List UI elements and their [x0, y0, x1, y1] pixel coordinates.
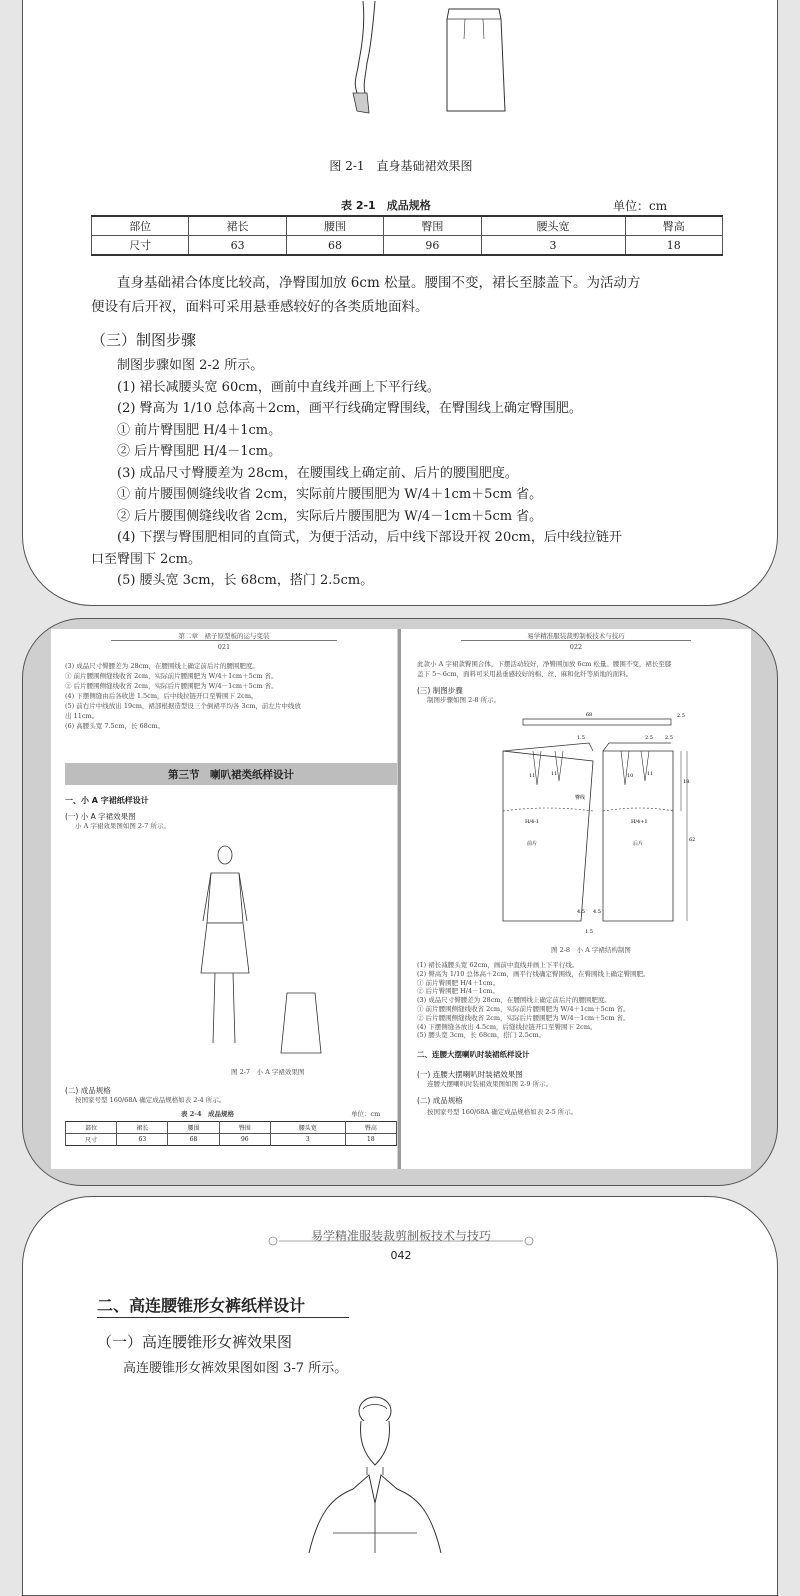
table-header-row	[66, 1122, 397, 1134]
table-cell: 68	[168, 1134, 219, 1146]
dart-4: 11	[647, 771, 654, 777]
text-line: 此款小 A 字裙款臀围合体，下摆活动较好，净臀围加放 6cm 松量。腰围不变，裙长至膝	[417, 660, 672, 668]
subsection-heading-3: (二) 成品规格	[65, 1086, 111, 1095]
page-header: 易学精准服装裁剪制板技术与技巧	[310, 1229, 491, 1243]
subsection-heading: （一）高连腰锥形女裤效果图	[97, 1333, 293, 1351]
pattern-draft-diagram	[481, 711, 701, 939]
book-spine	[398, 629, 401, 1169]
table-cell: 腰头宽	[270, 1122, 345, 1134]
text-line: 出 11cm。	[65, 712, 99, 720]
front-panel-label: 前片	[527, 841, 538, 847]
dart-3: 10	[627, 773, 634, 779]
text-line: (3) 成品尺寸臀腰差为 28cm，在腰围线上确定前后片的腰围肥度。	[417, 996, 611, 1005]
text-line: 盖下 5～6cm，面料可采用悬垂感较好的棉、丝、麻和化纤等质地的面料。	[417, 670, 633, 678]
table-row	[66, 1134, 397, 1146]
page-number: 021	[217, 643, 231, 651]
side-line-label: 臀线	[575, 795, 586, 801]
a-line-skirt-figure	[191, 843, 331, 1063]
text-line: (6) 高腰头宽 7.5cm，长 68cm。	[65, 722, 165, 730]
page-header: 第二章 裙子原型板的运与变装	[178, 632, 270, 640]
table-cell: 尺寸	[66, 1134, 117, 1146]
spec-table-small	[65, 1121, 397, 1146]
page-panel-bottom	[22, 1196, 778, 1596]
hem-left: 4.5	[577, 909, 585, 915]
back-panel-label: 后片	[633, 841, 644, 847]
figure-caption: 图 2-8 小 A 字裙结构制图	[551, 946, 631, 954]
table-cell: 63	[117, 1134, 168, 1146]
spec-table	[91, 215, 723, 256]
table-row	[92, 236, 723, 256]
dim-waist-length: 68	[585, 712, 593, 718]
front-hip-label: H/4-1	[525, 819, 540, 825]
table-title: 表 2-1 成品规格	[341, 199, 431, 212]
table-cell: 3	[270, 1134, 345, 1146]
dart-2: 11	[551, 771, 558, 777]
text-line: (4) 下摆侧缝各放出 4.5cm，后缝线拉链开口至臀围下 2cm。	[417, 1022, 597, 1031]
dim-margin-b: 2.5	[645, 735, 653, 741]
right-page-steps	[417, 961, 649, 1040]
text-line: ① 前片臀围肥 H/4＋1cm。	[417, 978, 500, 987]
table-cell: 臀高	[625, 216, 722, 236]
text-line: (4) 下摆侧缝由后各收进 1.5cm，后中线拉链开口至臀围下 2cm。	[65, 692, 258, 700]
table-cell: 臀高	[345, 1122, 396, 1134]
table-cell: 68	[286, 236, 383, 256]
subsection-heading-3: (一) 连腰大摆喇叭时装裙效果图	[417, 1070, 523, 1079]
subsection-heading: 一、小 A 字裙纸样设计	[65, 796, 149, 805]
table-cell: 腰围	[286, 216, 383, 236]
description-paragraph: 直身基础裙合体度比较高，净臀围加放 6cm 松量。腰围不变，裙长至膝盖下。为活动方 便设有后开衩，面料可采用悬垂感较好的各类质地面料。	[91, 275, 641, 315]
paragraph: 小 A 字裙效果图如图 2-7 所示。	[75, 822, 170, 830]
text-line: ② 后片臀围肥 H/4－1cm。	[417, 987, 500, 996]
table-cell: 腰头宽	[481, 216, 625, 236]
text-line: ② 后片腰围侧缝线收省 2cm，实际后片腰围肥为 W/4－1cm＋5cm 省。	[65, 682, 278, 690]
section-heading: （三）制图步骤	[91, 331, 197, 349]
paragraph: 高连腰锥形女裤效果图如图 3-7 所示。	[123, 1361, 348, 1376]
left-page	[51, 629, 397, 1169]
table-cell: 18	[625, 236, 722, 256]
dim-offset: 1.5	[577, 735, 585, 741]
text-line: (2) 臀高为 1/10 总体高＋2cm，画平行线确定臀围线，在臀围线上确定臀围肥。	[417, 969, 650, 978]
drafting-steps	[91, 355, 622, 592]
trousers-effect-figure	[273, 1393, 473, 1553]
table-header-row	[92, 216, 723, 236]
dim-hip-height: 18	[683, 779, 690, 785]
page-panel-top	[22, 0, 778, 606]
table-cell: 3	[481, 236, 625, 256]
text-line: (5) 腰头宽 3cm，长 68cm，搭门 2.5cm。	[417, 1031, 546, 1040]
back-hip-label: H/4+1	[631, 819, 648, 825]
table-cell: 18	[345, 1134, 396, 1146]
step-line: (5) 腰头宽 3cm，长 68cm，搭门 2.5cm。	[117, 573, 374, 588]
subsection-heading-2: (一) 小 A 字裙效果图	[65, 812, 136, 821]
page-number: 042	[390, 1249, 412, 1262]
dim-margin: 2.5	[677, 713, 685, 719]
step-line: ① 前片腰围侧缝线收省 2cm，实际前片腰围肥为 W/4＋1cm＋5cm 省。	[117, 487, 543, 502]
table-unit: 单位：cm	[351, 1110, 381, 1118]
step-line: (3) 成品尺寸臀腰差为 28cm，在腰围线上确定前、后片的腰围肥度。	[117, 465, 518, 481]
step-line: 制图步骤如图 2-2 所示。	[117, 358, 264, 373]
text-line: (5) 前右片中线放出 19cm，裙部根据造型设三个倒裙平均各 3cm，前左片中线放	[65, 702, 301, 710]
table-title: 表 2-4 成品规格	[181, 1110, 235, 1118]
paragraph-2: 连腰大摆喇叭时装裙效果图如图 2-9 所示。	[427, 1080, 553, 1088]
table-cell: 臀围	[219, 1122, 270, 1134]
subsection-heading-2: 二、连腰大摆喇叭时装裙纸样设计	[417, 1050, 530, 1059]
table-unit: 单位：cm	[613, 199, 668, 213]
table-cell: 96	[384, 236, 481, 256]
section-banner: 第三节 喇叭裙类纸样设计	[65, 763, 397, 785]
table-cell: 63	[189, 236, 286, 256]
dart-1: 11	[529, 773, 536, 779]
table-cell: 裙长	[117, 1122, 168, 1134]
left-page-text	[65, 661, 301, 731]
text-line: ② 后片腰围侧缝线收省 2cm，实际后片腰围肥为 W/4－1cm＋5cm 省。	[417, 1013, 630, 1022]
table-cell: 96	[219, 1134, 270, 1146]
dim-total-length: 62	[689, 837, 696, 843]
step-line: ② 后片腰围侧缝线收省 2cm，实际后片腰围肥为 W/4－1cm＋5cm 省。	[117, 508, 543, 524]
step-line: 口至臀围下 2cm。	[91, 551, 202, 567]
paragraph-3: 按国家号型 160/68A 确定成品规格如表 2-5 所示。	[427, 1108, 578, 1116]
text-line: (3) 成品尺寸臀腰差为 28cm，在腰围线上确定前后片的腰围肥度。	[65, 662, 259, 670]
step-line: (4) 下摆与臀围肥相同的直筒式，为便于活动，后中线下部设开衩 20cm，后中线拉链开	[117, 530, 622, 545]
step-line: (1) 裙长减腰头宽 60cm，画前中直线并画上下平行线。	[117, 379, 440, 395]
dim-margin-c: 2.5	[665, 735, 673, 741]
page-number: 022	[569, 643, 583, 651]
table-cell: 部位	[66, 1122, 117, 1134]
text-line: ① 前片腰围侧缝线收省 2cm，实际前片腰围肥为 W/4＋1cm＋5cm 省。	[417, 1004, 630, 1013]
step-line: (2) 臀高为 1/10 总体高＋2cm，画平行线确定臀围线，在臀围线上确定臀围肥。	[117, 401, 582, 416]
step-line: ② 后片臀围肥 H/4－1cm。	[117, 444, 282, 459]
table-cell: 臀围	[384, 216, 481, 236]
paragraph: 制图步骤如图 2-8 所示。	[427, 696, 501, 704]
table-cell: 腰围	[168, 1122, 219, 1134]
figure-caption: 图 2-7 小 A 字裙效果图	[231, 1068, 305, 1076]
table-cell: 尺寸	[92, 236, 189, 256]
figure-caption: 图 2-1 直身基础裙效果图	[329, 159, 473, 173]
subsection-heading-4: (二) 成品规格	[417, 1096, 463, 1105]
section-heading: 二、高连腰锥形女裤纸样设计	[97, 1296, 306, 1315]
page-header: 易学精准服装裁剪制板技术与技巧	[527, 632, 625, 640]
hem-right: 4.5	[593, 909, 601, 915]
paragraph-2: 按国家号型 160/68A 确定成品规格如表 2-4 所示。	[75, 1096, 226, 1104]
table-cell: 裙长	[189, 216, 286, 236]
text-line: (1) 裙长减腰头宽 62cm，画前中直线并画上下平行线。	[417, 961, 579, 969]
subsection-heading: (三) 制图步骤	[417, 686, 463, 695]
skirt-effect-figure	[323, 1, 523, 121]
header-ornament	[263, 1233, 539, 1249]
right-page	[401, 629, 751, 1169]
table-cell: 部位	[92, 216, 189, 236]
step-line: ① 前片臀围肥 H/4＋1cm。	[117, 422, 282, 438]
bottom-dim: 1.5	[585, 929, 593, 935]
right-page-text	[417, 659, 671, 679]
text-line: ① 前片腰围侧缝线收省 2cm，实际前片腰围肥为 W/4＋1cm＋5cm 省。	[65, 672, 278, 680]
book-spread-panel	[22, 618, 778, 1186]
